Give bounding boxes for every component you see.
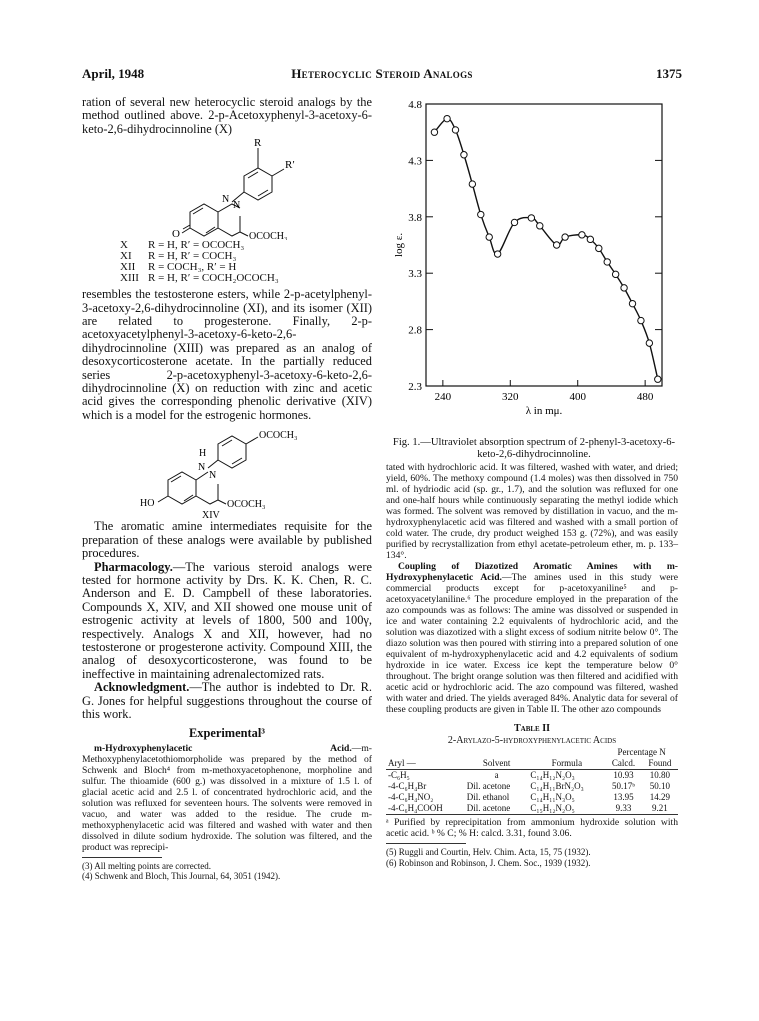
paragraph-amines: The aromatic amine intermediates requisite for the preparation of these analogs were available by published procedures.	[82, 519, 372, 561]
data-point	[444, 115, 450, 121]
n-atom-1: N	[222, 194, 230, 206]
compound-num: XII	[120, 261, 136, 274]
acknowledgment-heading: Acknowledgment.	[94, 680, 190, 695]
ococh3-top-label: OCOCH₃	[259, 430, 298, 442]
table-header: Formula	[551, 758, 583, 769]
oxo-label: O	[172, 228, 180, 241]
experimental-heading: Experimental³	[189, 726, 265, 741]
table-pct-header: Percentage N	[617, 747, 666, 758]
coupling-heading: Coupling of Diazotized Aromatic Amines with m-Hydroxyphenylacetic Acid.	[386, 561, 678, 583]
cinnoline-structure-diagram	[82, 136, 372, 240]
footnote-5: (5) Ruggli and Courtin, Helv. Chim. Acta, 15, 75 (1932).	[386, 847, 591, 858]
data-point	[638, 317, 644, 323]
chart-svg	[386, 96, 682, 432]
y-axis-label: log ε.	[393, 232, 405, 258]
data-point	[452, 127, 458, 133]
data-point	[612, 271, 618, 277]
table-subtitle: 2-Arylazo-5-hydroxyphenylacetic Acids	[447, 735, 617, 747]
y-tick-label: 2.8	[408, 324, 422, 337]
data-point	[431, 129, 437, 135]
r-prime-label: R′	[285, 159, 295, 172]
y-tick-label: 3.8	[408, 211, 422, 224]
page-number: 1375	[656, 66, 682, 81]
ococh3-label: OCOCH₃	[249, 231, 288, 241]
table-header: Aryl —	[388, 758, 416, 769]
table-header: Solvent	[482, 758, 511, 769]
n-atom-1: N	[198, 462, 206, 474]
running-header	[82, 66, 682, 84]
table-row: -4-C₆H₄Br Dil. acetone C₁₄H₁₁BrN₂O₃ 50.17ᵇ 50.10	[388, 781, 670, 792]
structure-xiv	[82, 422, 372, 520]
data-point	[596, 245, 602, 251]
table-row: -4-C₆H₄COOH Dil. acetone C₁₅H₁₂N₂O₅ 9.33 9.21	[386, 803, 678, 815]
data-point	[604, 259, 610, 265]
compound-def: R = H, R′ = COCH₂OCOCH₃	[148, 272, 279, 285]
paragraph-acknowledgment: Acknowledgment.—The author is indebted to Dr. R. G. Jones for helpful suggestions throughout the course of this work.	[82, 680, 372, 721]
r-label: R	[254, 137, 262, 150]
data-point	[461, 152, 467, 158]
pharmacology-heading: Pharmacology.	[94, 559, 173, 574]
table-row: -4-C₆H₄NO₂ Dil. ethanol C₁₄H₁₁N₃O₅ 13.95 14.29	[388, 792, 670, 803]
figure-caption: Fig. 1.—Ultraviolet absorption spectrum of 2-phenyl-3-acetoxy-6-keto-2,6-dihydrocinnoline.	[392, 437, 676, 460]
compound-def: R = COCH₃, R′ = H	[148, 261, 237, 274]
y-tick-label: 4.3	[408, 155, 422, 168]
table-header: Found	[648, 758, 672, 769]
data-point	[621, 285, 627, 291]
footnote-divider	[82, 857, 162, 858]
n-atom-2: N	[209, 470, 217, 482]
footnote-6: (6) Robinson and Robinson, J. Chem. Soc., 1939 (1932).	[386, 858, 591, 869]
footnote-3: (3) All melting points are corrected.	[82, 860, 211, 871]
phenolic-structure-diagram	[82, 422, 372, 520]
data-point	[562, 234, 568, 240]
uv-absorption-chart	[386, 96, 682, 460]
data-point	[655, 376, 661, 382]
x-tick-label: 240	[434, 391, 452, 403]
paragraph-coupling: Coupling of Diazotized Aromatic Amines with m-Hydroxyphenylacetic Acid.—The amines used in this study were commercial products except for p-acetoxyaniline⁵ and p-acetoxyacetylaniline.⁶ The procedure employed in the preparation of the azo compounds was as follows: The amine was dissolved or suspended in ice and water containing 2.2 equivalents of hydrochloric acid, and the solution was diazotized with a slight excess of sodium nitrite below 0°. The diazo solution was then poured with stirring into a prepared solution of one equivalent of m-hydroxyphenylacetic acid and 4.2 equivalents of sodium hydroxide in ice water. Excess ice kept the temperature below 0° throughout. The bright orange solution was then filtered and acidified with acetic acid or hydrochloric acid. The azo compound was filtered, washed with water and dried. The yields averaged 84%. Analytic data for several of these coupling products are given in Table II. The other azo compounds	[386, 561, 679, 715]
footnote-divider	[386, 843, 466, 844]
data-point	[469, 181, 475, 187]
table-title: Table II	[513, 723, 550, 734]
compound-num: XI	[120, 250, 132, 263]
hydroxyphenylacetic-heading: m-Hydroxyphenylacetic Acid.	[94, 742, 352, 754]
ho-label: HO	[140, 498, 155, 510]
x-axis-label: λ in mμ.	[525, 405, 563, 417]
compound-num: XIII	[120, 272, 139, 285]
footnote-4: (4) Schwenk and Bloch, This Journal, 64, 3051 (1942).	[82, 871, 281, 882]
paragraph-continued: tated with hydrochloric acid. It was filtered, washed with water, and dried; yield, 60%. The methoxy compound (1.4 moles) was then dissolved in 750 ml. of hydriodic acid (sp. gr., 1.7), and the solution was refluxed for one and one-half hours while continuously separating the methyl iodide which was formed. The solvent was removed by distillation in vacuo, and the m-hydroxyphenylacetic acid was filtered and washed with a small portion of cold water. The crude, dry product weighed 153 g. (72%), and was easily purified by recrystallization from ethyl acetate-petroleum ether, m. p. 133–134°.	[386, 462, 678, 561]
data-point	[511, 219, 517, 225]
table-note: ᵃ Purified by reprecipitation from ammonium hydroxide solution with acetic acid. ᵇ % C; % H: calcd. 3.31, found 3.06.	[386, 817, 678, 840]
h-label: H	[199, 448, 207, 460]
left-column	[82, 96, 372, 882]
compound-xiv-label: XIV	[202, 510, 220, 521]
x-tick-label: 400	[569, 391, 586, 403]
y-tick-label: 3.3	[408, 268, 422, 281]
data-point	[486, 234, 492, 240]
y-tick-label: 2.3	[408, 381, 422, 393]
x-tick-label: 480	[636, 391, 654, 403]
x-tick-label: 320	[502, 391, 519, 403]
data-point	[494, 251, 500, 257]
paragraph-intro: ration of several new heterocyclic steroid analogs by the method outlined above. 2-p-Acetoxyphenyl-3-acetoxy-6-keto-2,6-dihydrocinnoline (X)	[82, 95, 372, 136]
compound-num: X	[120, 239, 128, 252]
y-tick-label: 4.8	[408, 99, 422, 111]
data-point	[579, 232, 585, 238]
compound-list	[120, 240, 372, 284]
header-title: Heterocyclic Steroid Analogs	[291, 66, 473, 81]
ococh3-label: OCOCH₃	[227, 499, 266, 511]
data-point	[587, 236, 593, 242]
absorption-curve	[434, 119, 657, 380]
data-point	[553, 242, 559, 248]
right-column	[386, 462, 678, 869]
structure-x-xiii	[82, 136, 372, 240]
data-point	[478, 211, 484, 217]
data-point	[629, 300, 635, 306]
compound-def: R = H, R′ = OCOCH₃	[148, 239, 245, 252]
azo-table	[386, 747, 678, 815]
n-atom-2: N	[233, 200, 241, 212]
header-date: April, 1948	[82, 66, 145, 81]
table-row: -C₆H₅ a C₁₄H₁₂N₂O₃ 10.93 10.80	[388, 770, 670, 781]
data-point	[537, 223, 543, 229]
data-point	[646, 340, 652, 346]
paragraph-pharmacology: Pharmacology.—The various steroid analogs were tested for hormone activity by Drs. K. K. Chen, R. C. Anderson and E. D. Campbell of these laboratories. Compounds X, XIV, and XII showed one mouse unit of estrogenic activity at levels of 1800, 500 and 100γ, respectively. Analogs X and XII, however, had no testosterone or progesterone activity. Compound XIII, the analog of desoxycorticosterone, was found to be ineffective in maintaining adrenalectomized rats.	[82, 559, 372, 681]
paragraph-analogs: resembles the testosterone esters, while 2-p-acetylphenyl-3-acetoxy-2,6-dihydrocinnoline (XI), and its isomer (XII) are related to progesterone. Finally, 2-p-acetoxyacetylphenyl-3-acetoxy-6-keto-2,6-dihydrocinnoline (XIII) was prepared as an analog of desoxycorticosterone acetate. In the partially reduced series 2-p-acetoxyphenyl-3-acetoxy-6-keto-2,6-dihydrocinnoline (X) on reduction with zinc and acetic acid gives the corresponding phenolic derivative (XIV) which is a model for the estrogenic hormones.	[82, 287, 372, 422]
table-header: Calcd.	[611, 758, 636, 769]
compound-def: R = H, R′ = COCH₃	[148, 250, 237, 263]
paragraph-hydroxyphenylacetic: m-Hydroxyphenylacetic Acid.—m-Methoxyphenylacetothiomorpholide was prepared by the method of Schwenk and Bloch⁴ from m-methoxyacetophenone, morpholine and sulfur. The thioamide (600 g.) was dissolved in a mixture of 1.5 l. of glacial acetic acid and 2.5 l. of concentrated hydrochloric acid, and the solution was refluxed for seventeen hours. The solvents were removed in vacuo, and water was added to the residue. The crude m-methoxyphenylacetic acid was filtered and washed with water and then dissolved in dilute sodium hydroxide. The solution was filtered, and the product was reprecipi-	[82, 742, 372, 853]
data-point	[528, 215, 534, 221]
